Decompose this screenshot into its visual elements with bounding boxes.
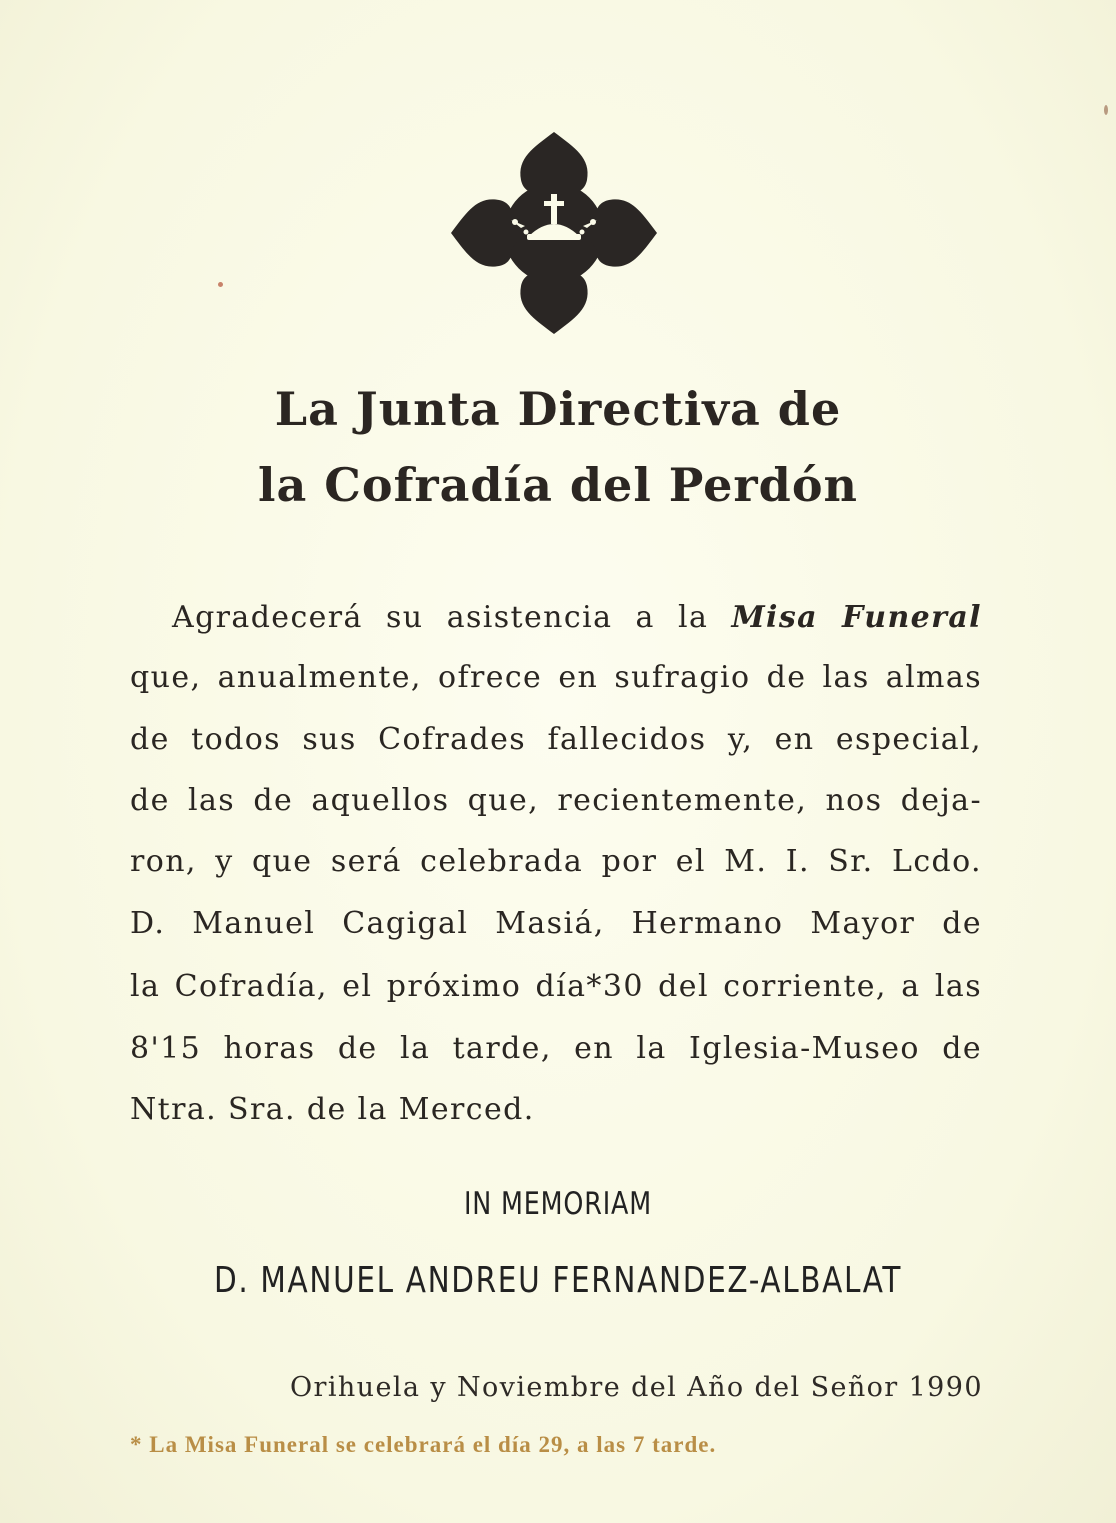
body-line bbox=[172, 598, 982, 638]
body-line: ron, y que será celebrada por el M. I. Sr. Lcdo. bbox=[130, 844, 982, 879]
body-line: Ntra. Sra. de la Merced. bbox=[130, 1092, 535, 1127]
misa-funeral-text: Misa Funeral bbox=[731, 600, 982, 635]
body-line: de las de aquellos que, recientemente, nos deja- bbox=[130, 783, 982, 818]
body-line: de todos sus Cofrades fallecidos y, en especial, bbox=[130, 722, 982, 757]
paper-speck bbox=[1104, 105, 1108, 115]
body-line-text: Agradecerá su asistencia a la bbox=[172, 600, 709, 635]
footnote: * La Misa Funeral se celebrará el día 29, a las 7 tarde. bbox=[130, 1432, 717, 1457]
in-memoriam-label: IN MEMORIAM bbox=[463, 1186, 653, 1222]
body-line: D. Manuel Cagigal Masiá, Hermano Mayor de bbox=[130, 906, 982, 941]
paper-speck bbox=[218, 282, 223, 287]
cross-fleury-with-crown-icon bbox=[445, 128, 663, 338]
heading-line-2: la Cofradía del Perdón bbox=[258, 458, 858, 512]
heading-line-1: La Junta Directiva de bbox=[274, 382, 842, 436]
dateline: Orihuela y Noviembre del Año del Señor 1990 bbox=[290, 1372, 983, 1403]
body-line: 8'15 horas de la tarde, en la Iglesia-Museo de bbox=[130, 1031, 982, 1066]
body-line: que, anualmente, ofrece en sufragio de las almas bbox=[130, 660, 982, 695]
body-line: la Cofradía, el próximo día*30 del corriente, a las bbox=[130, 969, 982, 1004]
deceased-name: D. MANUEL ANDREU FERNANDEZ-ALBALAT bbox=[213, 1260, 902, 1301]
